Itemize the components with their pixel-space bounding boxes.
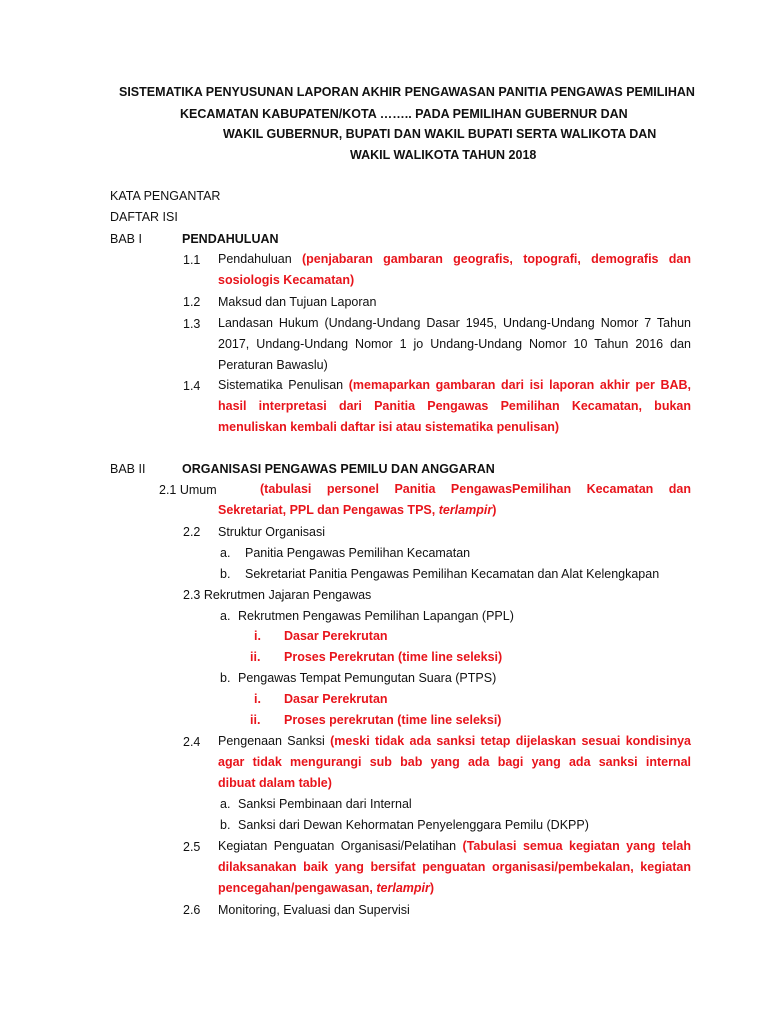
item-2-4-a-text: Sanksi Pembinaan dari Internal — [238, 797, 412, 811]
item-2-6-number: 2.6 — [183, 903, 201, 917]
item-1-1 — [218, 249, 691, 291]
item-1-3 — [218, 313, 691, 376]
item-1-1-note-line-2: sosiologis Kecamatan) — [218, 273, 355, 287]
item-2-3-b-marker: b. — [220, 671, 231, 685]
item-1-4-text: Sistematika Penulisan — [218, 378, 349, 392]
item-2-1-note-line-1-wrap — [260, 479, 691, 500]
title-line-4: WAKIL WALIKOTA TAHUN 2018 — [350, 148, 537, 162]
title-line-1: SISTEMATIKA PENYUSUNAN LAPORAN AKHIR PENGAWASAN PANITIA PENGAWAS PEMILIHAN — [119, 85, 695, 99]
item-2-2-a-marker: a. — [220, 546, 231, 560]
item-2-4-note-line-1: (meski tidak ada sanksi tetap dijelaskan sesuai kondisinya — [330, 734, 691, 748]
daftar-isi: DAFTAR ISI — [110, 210, 178, 224]
item-2-3-a-text: Rekrutmen Pengawas Pemilihan Lapangan (PPL) — [238, 609, 514, 623]
item-2-6-text: Monitoring, Evaluasi dan Supervisi — [218, 903, 410, 917]
item-2-3-a-ii-text: Proses Perekrutan (time line seleksi) — [284, 650, 503, 664]
item-1-4-number: 1.4 — [183, 379, 201, 393]
item-2-4-a-marker: a. — [220, 797, 231, 811]
item-2-5-note-line-1: (Tabulasi semua kegiatan yang telah — [462, 839, 691, 853]
item-1-2-text: Maksud dan Tujuan Laporan — [218, 295, 377, 309]
title-line-2: KECAMATAN KABUPATEN/KOTA …….. PADA PEMILIHAN GUBERNUR DAN — [180, 107, 628, 121]
item-1-1-note-line-1: (penjabaran gambaran geografis, topografi, demografis dan — [301, 252, 692, 266]
item-1-3-line-2: 2017, Undang-Undang Nomor 1 jo Undang-Undang Nomor 10 Tahun 2016 dan — [218, 337, 691, 351]
item-2-5-note-line-2: dilaksanakan baik yang bersifat penguatan organisasi/pembekalan, kegiatan — [218, 860, 691, 874]
item-2-3-a-i-marker: i. — [254, 629, 261, 643]
item-2-1-note-line-2: Sekretariat, PPL dan Pengawas TPS, — [218, 503, 439, 517]
item-2-3-b-ii-text: Proses perekrutan (time line seleksi) — [284, 713, 502, 727]
item-2-5 — [218, 836, 691, 899]
item-2-4-note-line-3: dibuat dalam table) — [218, 776, 332, 790]
item-2-5-terlampir: terlampir — [376, 881, 430, 895]
item-1-4-note-line-1: (memaparkan gambaran dari isi laporan akhir per BAB, — [348, 378, 692, 392]
item-2-1-terlampir: terlampir — [438, 503, 493, 517]
item-2-4-note-line-2: agar tidak mengurangi sub bab yang ada bagi yang ada sanksi internal — [218, 755, 691, 769]
item-1-1-text: Pendahuluan — [218, 252, 302, 266]
item-1-3-line-3: Peraturan Bawaslu) — [218, 358, 328, 372]
item-1-3-number: 1.3 — [183, 317, 201, 331]
item-2-1-note-line-2-wrap — [218, 500, 691, 521]
item-2-3-b-i-text: Dasar Perekrutan — [284, 692, 388, 706]
item-2-2-b-marker: b. — [220, 567, 231, 581]
item-2-3-b-ii-marker: ii. — [250, 713, 261, 727]
item-2-3-a-ii-marker: ii. — [250, 650, 261, 664]
bab-1-label: BAB I — [110, 232, 142, 246]
item-2-1-label: 2.1 Umum — [159, 483, 217, 497]
item-2-3-a-i-text: Dasar Perekrutan — [284, 629, 388, 643]
item-2-4-b-marker: b. — [220, 818, 231, 832]
item-2-2-text: Struktur Organisasi — [218, 525, 325, 539]
item-1-4-note-line-2: hasil interpretasi dari Panitia Pengawas Pemilihan Kecamatan, bukan — [218, 399, 691, 413]
kata-pengantar: KATA PENGANTAR — [110, 189, 221, 203]
item-2-5-number: 2.5 — [183, 840, 201, 854]
item-2-4 — [218, 731, 691, 794]
item-2-3-b-i-marker: i. — [254, 692, 261, 706]
item-1-2-number: 1.2 — [183, 295, 201, 309]
item-2-2-number: 2.2 — [183, 525, 201, 539]
item-1-4-note-line-3: menuliskan kembali daftar isi atau sistematika penulisan) — [218, 420, 560, 434]
item-2-5-note-line-3: pencegahan/pengawasan, — [218, 881, 377, 895]
bab-2-label: BAB II — [110, 462, 146, 476]
item-2-3-b-text: Pengawas Tempat Pemungutan Suara (PTPS) — [238, 671, 497, 685]
item-1-4 — [218, 375, 691, 438]
item-2-5-close: ) — [429, 881, 435, 895]
item-2-2-a-text: Panitia Pengawas Pemilihan Kecamatan — [245, 546, 471, 560]
item-2-1-note-line-1: (tabulasi personel Panitia PengawasPemilihan Kecamatan dan — [260, 482, 691, 496]
item-1-1-number: 1.1 — [183, 253, 201, 267]
item-2-4-text: Pengenaan Sanksi — [218, 734, 331, 748]
item-2-4-number: 2.4 — [183, 735, 201, 749]
item-1-3-line-1: Landasan Hukum (Undang-Undang Dasar 1945, Undang-Undang Nomor 7 Tahun — [218, 316, 691, 330]
item-2-1-close: ) — [492, 503, 497, 517]
title-line-3: WAKIL GUBERNUR, BUPATI DAN WAKIL BUPATI SERTA WALIKOTA DAN — [223, 127, 657, 141]
item-2-2-b-text: Sekretariat Panitia Pengawas Pemilihan Kecamatan dan Alat Kelengkapan — [245, 567, 660, 581]
bab-1-title: PENDAHULUAN — [182, 232, 279, 246]
bab-2-title: ORGANISASI PENGAWAS PEMILU DAN ANGGARAN — [182, 462, 495, 476]
item-2-3-label: 2.3 Rekrutmen Jajaran Pengawas — [183, 588, 372, 602]
item-2-3-a-marker: a. — [220, 609, 231, 623]
item-2-5-text: Kegiatan Penguatan Organisasi/Pelatihan — [218, 839, 463, 853]
item-2-4-b-text: Sanksi dari Dewan Kehormatan Penyelenggara Pemilu (DKPP) — [238, 818, 589, 832]
